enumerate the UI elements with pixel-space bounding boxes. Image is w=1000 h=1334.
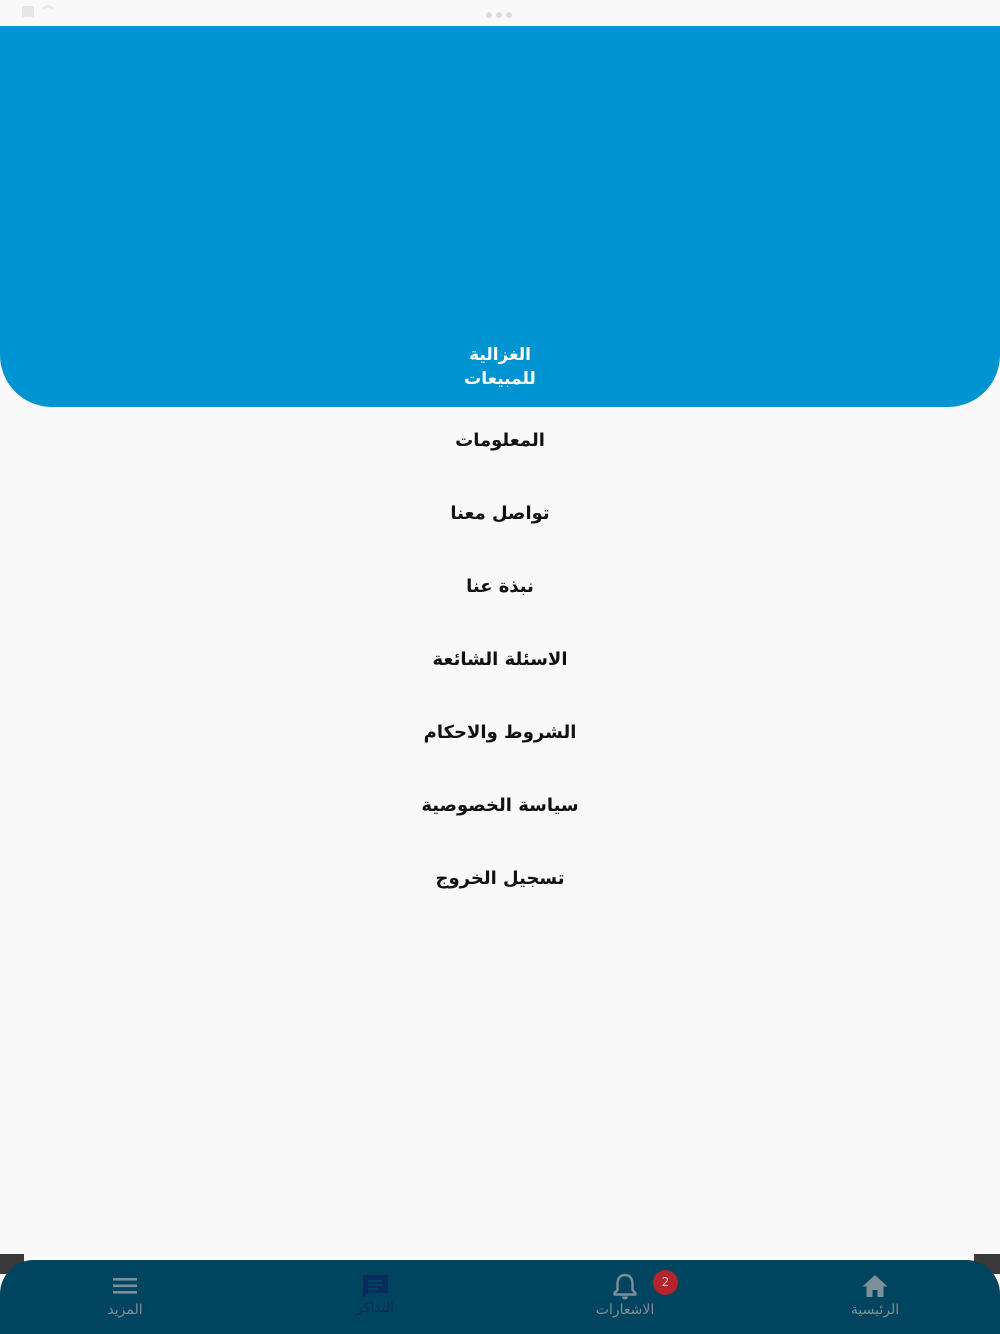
brand-line-2: للمبيعات [464, 369, 536, 389]
nav-tickets[interactable] [250, 1260, 500, 1334]
more-menu [0, 404, 1000, 915]
nav-notifications[interactable] [500, 1260, 750, 1334]
nav-tickets-label: التذاكر [355, 1300, 394, 1316]
menu-item-terms[interactable]: الشروط والاحكام [423, 722, 577, 743]
brand-name [0, 343, 1000, 391]
menu-item-logout[interactable]: تسجيل الخروج [435, 868, 565, 889]
wifi-icon [42, 5, 54, 18]
chat-icon [360, 1272, 390, 1300]
nav-more[interactable] [0, 1260, 250, 1334]
menu-item-privacy-policy[interactable]: سياسة الخصوصية [421, 795, 579, 816]
nav-more-label: المزيد [107, 1302, 143, 1318]
status-icons [22, 5, 54, 18]
menu-item-about-us[interactable]: نبذة عنا [466, 576, 534, 597]
multitask-dots[interactable] [486, 12, 512, 18]
nav-notifications-label: الاشعارات [595, 1302, 655, 1318]
menu-item-info[interactable]: المعلومات [455, 430, 545, 451]
status-bar [0, 0, 1000, 26]
header-banner [0, 26, 1000, 407]
nav-home[interactable] [750, 1260, 1000, 1334]
bottom-navigation [0, 1260, 1000, 1334]
battery-icon [22, 6, 34, 17]
menu-item-contact-us[interactable]: تواصل معنا [450, 503, 550, 524]
menu-icon [110, 1272, 140, 1300]
nav-home-label: الرئيسية [850, 1302, 900, 1318]
brand-line-1: الغزالية [469, 345, 531, 365]
notifications-badge: 2 [653, 1270, 678, 1295]
bell-icon [610, 1272, 640, 1300]
menu-item-faq[interactable]: الاسئلة الشائعة [432, 649, 568, 670]
home-icon [860, 1272, 890, 1300]
